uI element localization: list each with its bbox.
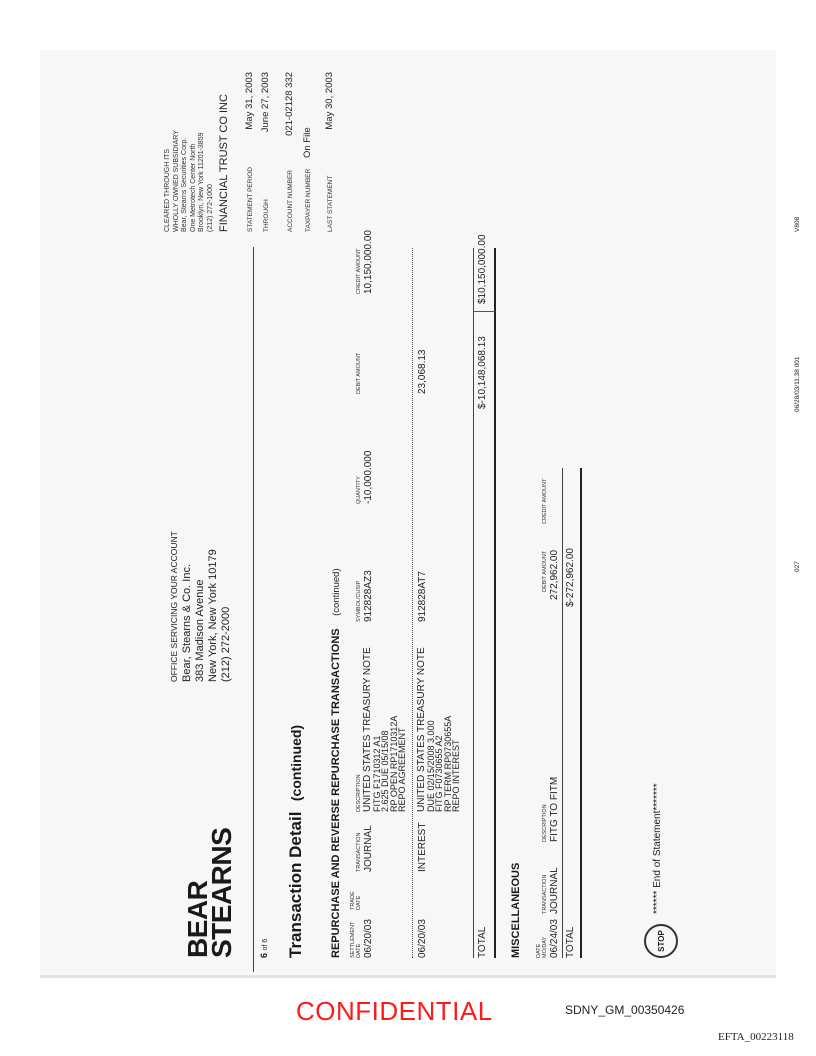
repo-continued: (continued) <box>331 568 342 616</box>
period-label: STATEMENT PERIOD <box>247 166 254 232</box>
client-name: FINANCIAL TRUST CO INC <box>218 94 230 232</box>
misc-title: MISCELLANEOUS <box>510 862 522 958</box>
repo-row2-desc-3: FITG F0730655 A2 <box>434 735 444 812</box>
repo-row2-desc-5: REPO INTEREST <box>451 739 461 812</box>
header-rule <box>253 247 254 972</box>
page-edge <box>40 975 776 978</box>
repo-row1-description <box>364 647 407 812</box>
hdr-symbol: SYMBOL/CUSIP <box>356 580 362 622</box>
clearing-line-2: WHOLLY OWNED SUBSIDIARY <box>172 130 180 232</box>
bates-number: SDNY_GM_00350426 <box>565 1003 685 1017</box>
footer-code-3: V808 <box>794 216 801 232</box>
through-label: THROUGH <box>263 199 270 232</box>
misc-row1-description: FITG TO FITM <box>549 776 560 842</box>
repo-row2-desc-2: DUE 02/15/2008 3.000 <box>425 720 436 812</box>
clearing-line-5: Brooklyn, New York 11201-3859 <box>198 132 205 232</box>
hdr-transaction: TRANSACTION <box>356 832 362 872</box>
misc-row1-debit: 272,962.00 <box>549 549 560 600</box>
misc-hdr-description: DESCRIPTION <box>542 804 548 842</box>
hdr-credit: CREDIT AMOUNT <box>356 248 362 294</box>
total-rule-top <box>473 248 474 958</box>
hdr-settlement: SETTLEMENT DATE <box>350 921 362 958</box>
last-statement-label: LAST STATEMENT <box>327 175 334 232</box>
account-value: 021-02128 332 <box>284 72 295 136</box>
footer-code-2: 06/28/03/11:38 001 <box>794 356 801 412</box>
stop-label: STOP <box>656 930 666 952</box>
misc-total-label: TOTAL <box>565 926 576 958</box>
repo-row2-desc-4: RP TERM RP0730655A <box>442 715 453 812</box>
repo-row1-desc-1: UNITED STATES TREASURY NOTE <box>362 647 373 812</box>
clearing-line-6: (212) 272-1000 <box>206 184 214 232</box>
misc-hdr-credit: CREDIT AMOUNT <box>542 478 548 524</box>
misc-total-rule-bottom <box>580 468 582 958</box>
misc-hdr-transaction: TRANSACTION <box>542 874 548 914</box>
office-address <box>168 531 233 682</box>
misc-hdr-date: DATE MO/DAY <box>536 936 548 958</box>
repo-section-title <box>326 568 344 958</box>
repo-row2-settle: 06/20/03 <box>417 919 428 958</box>
section-continued: (continued) <box>288 724 304 802</box>
repo-row1-desc-4: RP OPEN RP1710312A <box>388 715 399 812</box>
through-value: June 27, 2003 <box>260 72 271 133</box>
rotated-statement <box>156 72 816 972</box>
misc-hdr-debit: DEBIT AMOUNT <box>542 550 548 592</box>
repo-row1-symbol: 912828AZ3 <box>363 570 374 622</box>
misc-total-rule-top <box>562 468 563 958</box>
office-line-1: OFFICE SERVICING YOUR ACCOUNT <box>169 531 179 682</box>
repo-title: REPURCHASE AND REVERSE REPURCHASE TRANSACTIONS <box>330 628 342 958</box>
efta-number: EFTA_00223118 <box>718 1031 794 1043</box>
repo-total-label: TOTAL <box>477 926 488 958</box>
repo-total-credit: $10,150,000.00 <box>477 234 488 304</box>
footer-code-1: 027 <box>794 561 801 572</box>
hdr-quantity: QUANTITY <box>356 476 362 504</box>
repo-row2-desc-1: UNITED STATES TREASURY NOTE <box>416 647 427 812</box>
office-line-4: New York, New York 10179 <box>207 549 219 682</box>
office-line-3: 383 Madison Avenue <box>194 579 206 682</box>
last-statement-value: May 30, 2003 <box>324 72 335 130</box>
repo-row2-transaction: INTEREST <box>417 822 428 872</box>
clearing-line-4: One Metrotech Center North <box>189 143 197 232</box>
repo-row1-desc-5: REPO AGREEMENT <box>397 727 407 812</box>
repo-row2-description <box>418 647 461 812</box>
repo-row1-settle: 06/20/03 <box>363 919 374 958</box>
period-value: May 31, 2003 <box>244 72 255 130</box>
repo-row1-desc-3: 2.625 DUE 05/15/08 <box>380 730 390 812</box>
section-header <box>286 725 306 958</box>
page-number: 6 <box>259 952 269 958</box>
repo-row1-desc-2: FITG F1710312 A1 <box>371 735 382 812</box>
clearing-line-3: Bear, Stearns Securities Corp. <box>181 137 188 232</box>
office-line-5: (212) 272-2000 <box>220 606 232 682</box>
repo-total-debit: $-10,148,068.13 <box>477 336 488 409</box>
hdr-description: DESCRIPTION <box>356 774 362 812</box>
repo-row1-quantity: -10,000.000 <box>363 450 374 504</box>
page-indicator <box>259 939 269 958</box>
hdr-trade-date: TRADE DATE <box>350 891 362 910</box>
taxpayer-value: On File <box>302 127 313 158</box>
repo-row1-transaction: JOURNAL <box>363 825 374 872</box>
account-label: ACCOUNT NUMBER <box>287 170 294 232</box>
row-separator <box>412 248 413 958</box>
end-of-statement: ****** End of Statement******* <box>652 783 663 914</box>
section-title: Transaction Detail <box>286 811 305 958</box>
total-rule-bottom <box>494 248 496 958</box>
misc-total-debit: $-272,962.00 <box>565 548 576 607</box>
misc-row1-transaction: JOURNAL <box>549 867 560 914</box>
misc-row1-date: 06/24/03 <box>549 919 560 958</box>
page-of: of 6 <box>262 938 269 951</box>
hdr-debit: DEBIT AMOUNT <box>356 352 362 394</box>
repo-row2-debit: 23,068.13 <box>417 349 428 394</box>
credit-divider <box>473 311 495 312</box>
taxpayer-label: TAXPAYER NUMBER <box>305 168 312 232</box>
repo-row1-credit: 10,150,000.00 <box>363 230 374 294</box>
stop-icon <box>644 924 678 958</box>
statement-info <box>244 72 342 232</box>
logo-line-1: BEAR <box>182 880 213 958</box>
confidential-stamp: CONFIDENTIAL <box>296 996 493 1026</box>
repo-row2-symbol: 912828AT7 <box>417 571 428 622</box>
clearing-line-1: CLEARED THROUGH ITS <box>164 148 171 232</box>
bear-stearns-logo <box>182 827 237 958</box>
office-line-2: Bear, Stearns & Co. Inc. <box>181 563 193 682</box>
logo-line-2: STEARNS <box>206 827 237 958</box>
clearing-address <box>164 130 215 232</box>
